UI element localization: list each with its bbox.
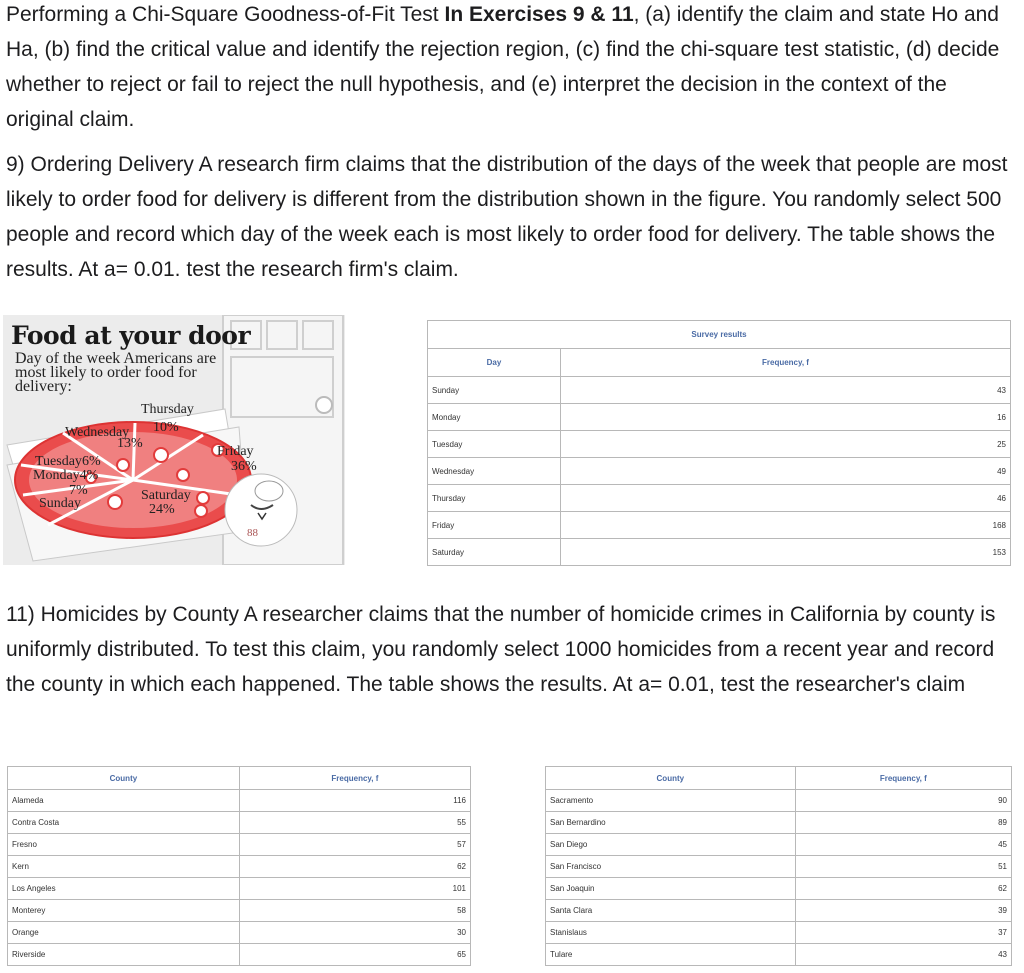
county-cell: San Diego [546, 834, 796, 856]
label-sunday: Sunday [39, 496, 81, 511]
table-row [428, 539, 1011, 566]
pizza-box-illustration [3, 315, 345, 565]
frequency-cell: 25 [561, 431, 1011, 458]
frequency-cell: 90 [795, 790, 1011, 812]
problem-11-text: 11) Homicides by County A researcher claims that the number of homicide crimes in California by county is uniformly distributed. To test this claim, you randomly select 1000 homicides from a recent year and record the county in which each happened. The table shows the results. At a= 0.01, test the researcher's claim [6, 603, 996, 696]
frequency-cell: 101 [239, 878, 470, 900]
chef-illustration [225, 474, 297, 546]
table-row [546, 900, 1012, 922]
table-row [8, 878, 471, 900]
day-cell: Monday [428, 404, 561, 431]
instructions-paragraph [6, 0, 1016, 137]
county-table-right [545, 766, 1012, 966]
county-table-left [7, 766, 471, 966]
label-monday: Monday4% [33, 468, 99, 483]
table-row [546, 834, 1012, 856]
frequency-cell: 153 [561, 539, 1011, 566]
county-cell: Sacramento [546, 790, 796, 812]
table-row [546, 856, 1012, 878]
table-row [546, 944, 1012, 966]
day-cell: Tuesday [428, 431, 561, 458]
county-cell: Alameda [8, 790, 240, 812]
table-row [8, 944, 471, 966]
col-header-county: County [546, 767, 796, 790]
col-header-frequency: Frequency, f [795, 767, 1011, 790]
county-cell: Stanislaus [546, 922, 796, 944]
frequency-cell: 62 [795, 878, 1011, 900]
instructions-rest: , (a) identify the claim and state Ho and Ha, (b) find the critical value and identify the rejection region, (c) find the chi-square test statistic, (d) decide whether to reject or fail to reject the null hypothesis, and (e) interpret the decision in the context of the original claim. [6, 3, 1000, 131]
chef-badge: 88 [247, 527, 258, 539]
frequency-cell: 45 [795, 834, 1011, 856]
label-friday: Friday [217, 444, 254, 459]
table-row [428, 512, 1011, 539]
label-tuesday: Tuesday6% [35, 454, 101, 469]
table-row [8, 790, 471, 812]
county-cell: Monterey [8, 900, 240, 922]
label-saturday-pct: 24% [149, 502, 175, 517]
day-cell: Friday [428, 512, 561, 539]
frequency-cell: 65 [239, 944, 470, 966]
county-cell: Kern [8, 856, 240, 878]
table-row [546, 878, 1012, 900]
label-thursday: Thursday [141, 402, 194, 417]
food-delivery-infographic [3, 315, 345, 565]
frequency-cell: 46 [561, 485, 1011, 512]
table-row [8, 856, 471, 878]
day-cell: Wednesday [428, 458, 561, 485]
label-friday-pct: 36% [231, 459, 257, 474]
label-sunday-pct: 7% [69, 483, 88, 498]
day-cell: Saturday [428, 539, 561, 566]
frequency-cell: 51 [795, 856, 1011, 878]
table-row [8, 812, 471, 834]
survey-caption: Survey results [428, 321, 1011, 349]
county-cell: San Francisco [546, 856, 796, 878]
col-header-frequency: Frequency, f [561, 349, 1011, 377]
label-thursday-pct: 10% [153, 420, 179, 435]
table-row [546, 812, 1012, 834]
county-cell: Tulare [546, 944, 796, 966]
table-row [546, 790, 1012, 812]
survey-results-table [427, 320, 1011, 566]
frequency-cell: 168 [561, 512, 1011, 539]
frequency-cell: 57 [239, 834, 470, 856]
table-row [428, 404, 1011, 431]
table-row [428, 485, 1011, 512]
frequency-cell: 30 [239, 922, 470, 944]
col-header-day: Day [428, 349, 561, 377]
label-saturday: Saturday [141, 488, 191, 503]
table-row [8, 900, 471, 922]
county-cell: San Joaquin [546, 878, 796, 900]
county-cell: Fresno [8, 834, 240, 856]
frequency-cell: 89 [795, 812, 1011, 834]
frequency-cell: 116 [239, 790, 470, 812]
table-row [428, 431, 1011, 458]
frequency-cell: 16 [561, 404, 1011, 431]
table-row [8, 834, 471, 856]
infographic-title: Food at your door [11, 321, 251, 350]
county-cell: Orange [8, 922, 240, 944]
problem-9-text: 9) Ordering Delivery A research firm claims that the distribution of the days of the week that people are most likely to order food for delivery is different from the distribution shown in the figure. You randomly select 500 people and record which day of the week each is most likely to order food for delivery. The table shows the results. At a= 0.01. test the research firm's claim. [6, 153, 1008, 281]
table-row [428, 458, 1011, 485]
instructions-lead: Performing a Chi-Square Goodness-of-Fit Test [6, 3, 439, 26]
county-cell: Los Angeles [8, 878, 240, 900]
frequency-cell: 55 [239, 812, 470, 834]
day-cell: Thursday [428, 485, 561, 512]
col-header-frequency: Frequency, f [239, 767, 470, 790]
label-wednesday-pct: 13% [117, 436, 143, 451]
table-row [546, 922, 1012, 944]
col-header-county: County [8, 767, 240, 790]
frequency-cell: 43 [561, 377, 1011, 404]
label-wednesday: Wednesday [65, 425, 130, 440]
day-cell: Sunday [428, 377, 561, 404]
table-row [8, 922, 471, 944]
county-cell: Riverside [8, 944, 240, 966]
infographic-subtitle: Day of the week Americans are most likely to order food for delivery: [15, 350, 217, 395]
frequency-cell: 62 [239, 856, 470, 878]
frequency-cell: 43 [795, 944, 1011, 966]
county-cell: San Bernardino [546, 812, 796, 834]
instructions-exercises: In Exercises 9 & 11 [444, 3, 634, 26]
frequency-cell: 37 [795, 922, 1011, 944]
frequency-cell: 49 [561, 458, 1011, 485]
frequency-cell: 58 [239, 900, 470, 922]
county-cell: Contra Costa [8, 812, 240, 834]
table-row [428, 377, 1011, 404]
frequency-cell: 39 [795, 900, 1011, 922]
county-cell: Santa Clara [546, 900, 796, 922]
